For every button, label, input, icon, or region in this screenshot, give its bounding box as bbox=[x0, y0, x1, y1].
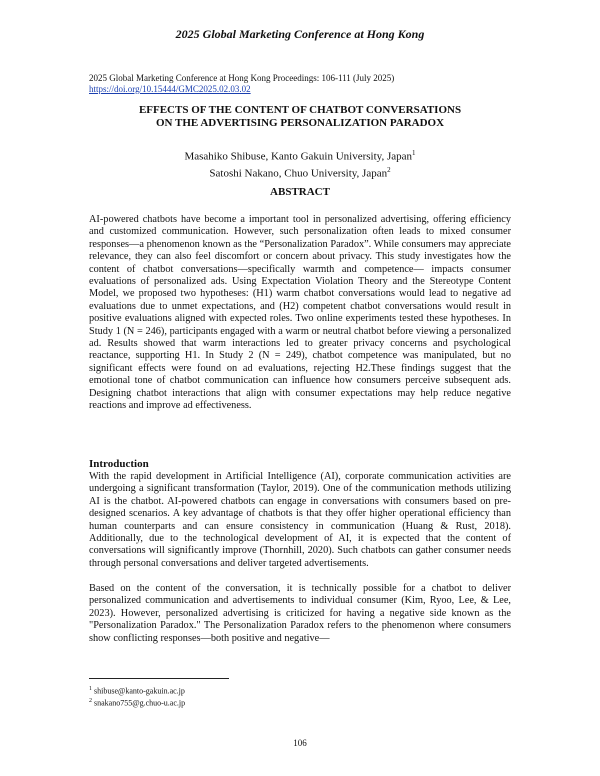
author-1 bbox=[0, 147, 600, 164]
footnote-2-mark: 2 bbox=[89, 698, 92, 704]
footnote-divider bbox=[89, 678, 229, 679]
author-1-mark: 1 bbox=[412, 149, 416, 157]
author-list bbox=[0, 147, 600, 180]
introduction-paragraph-2: Based on the content of the conversation, it is technically possible for a chatbot to deliver personalized communication and advertisements to individual consumer (Kim, Ryoo, Lee, & Lee, 2023). However, personalized advertising is criticized for having a negative side known as the "Personalization Paradox." The Personalization Paradox refers to the phenomenon where consumers show conflicting responses—both positive and negative— bbox=[89, 583, 511, 644]
doi-link[interactable]: https://doi.org/10.15444/GMC2025.02.03.02 bbox=[89, 84, 251, 94]
title-line-2: ON THE ADVERTISING PERSONALIZATION PARADOX bbox=[155, 117, 445, 129]
footnote-2 bbox=[89, 696, 185, 709]
author-1-name: Masahiko Shibuse, Kanto Gakuin University, Japan bbox=[184, 150, 412, 163]
author-2-mark: 2 bbox=[387, 165, 391, 174]
footnote-1 bbox=[89, 684, 185, 697]
author-2-name: Satoshi Nakano, Chuo University, Japan bbox=[209, 167, 388, 180]
footnote-1-mark: 1 bbox=[89, 686, 92, 692]
running-head: 2025 Global Marketing Conference at Hong Kong bbox=[175, 27, 425, 41]
abstract-heading: ABSTRACT bbox=[270, 186, 330, 198]
page-number: 106 bbox=[293, 738, 307, 748]
proceedings-citation: 2025 Global Marketing Conference at Hong Kong Proceedings: 106-111 (July 2025) bbox=[89, 73, 395, 83]
paper-title bbox=[0, 104, 600, 130]
abstract-text: AI-powered chatbots have become a important tool in personalized advertising, offering efficiency and customized communication. However, such personalization often leads to mixed consumer responses—a phenomenon known as the “Personalization Paradox”. While consumers may appreciate relevance, they can also feel discomfort or concern about privacy. This study investigates how the content of chatbot conversations—specifically warmth and competence— impacts consumer evaluations of personalized ads. Using Expectation Violation Theory and the Stereotype Content Model, we proposed two hypotheses: (H1) warm chatbot conversations would lead to negative ad evaluations due to unmet expectations, and (H2) competent chatbot conversations would result in positive evaluations aligned with expected roles. Two online experiments tested these hypotheses. In Study 1 (N = 246), participants engaged with a warm or neutral chatbot before viewing a personalized ad. Results showed that warm interactions led to greater privacy concerns and psychological reactance, supporting H1. In Study 2 (N = 249), chatbot competence was manipulated, but no significant effects were found on ad evaluations, rejecting H2.These findings suggest that the emotional tone of chatbot communication can influence how consumers perceive subsequent ads. Designing chatbot interactions that align with consumer expectations may help reduce negative reactions and improve ad effectiveness. bbox=[89, 214, 511, 412]
author-2 bbox=[0, 164, 600, 181]
introduction-paragraph-1: With the rapid development in Artificial Intelligence (AI), corporate communication activities are undergoing a significant transformation (Taylor, 2019). One of the communication methods utilizing AI is the chatbot. AI-powered chatbots can engage in conversations with consumers based on pre-designed scenarios. A key advantage of chatbots is that they offer higher operational efficiency than human counterparts and can ensure consistency in communication (Huang & Rust, 2018). Additionally, due to the technological development of AI, it is expected that the content of conversations will significantly improve (Thornhill, 2020). Such chatbots can gather consumer needs through personal conversations and deliver targeted advertisements. bbox=[89, 471, 511, 569]
proceedings-info bbox=[89, 73, 394, 95]
footnote-1-email: shibuse@kanto-gakuin.ac.jp bbox=[94, 686, 185, 696]
footnote-2-email: snakano755@g.chuo-u.ac.jp bbox=[94, 698, 186, 708]
introduction-heading: Introduction bbox=[89, 458, 149, 470]
title-line-1: EFFECTS OF THE CONTENT OF CHATBOT CONVERSATIONS bbox=[138, 104, 462, 116]
